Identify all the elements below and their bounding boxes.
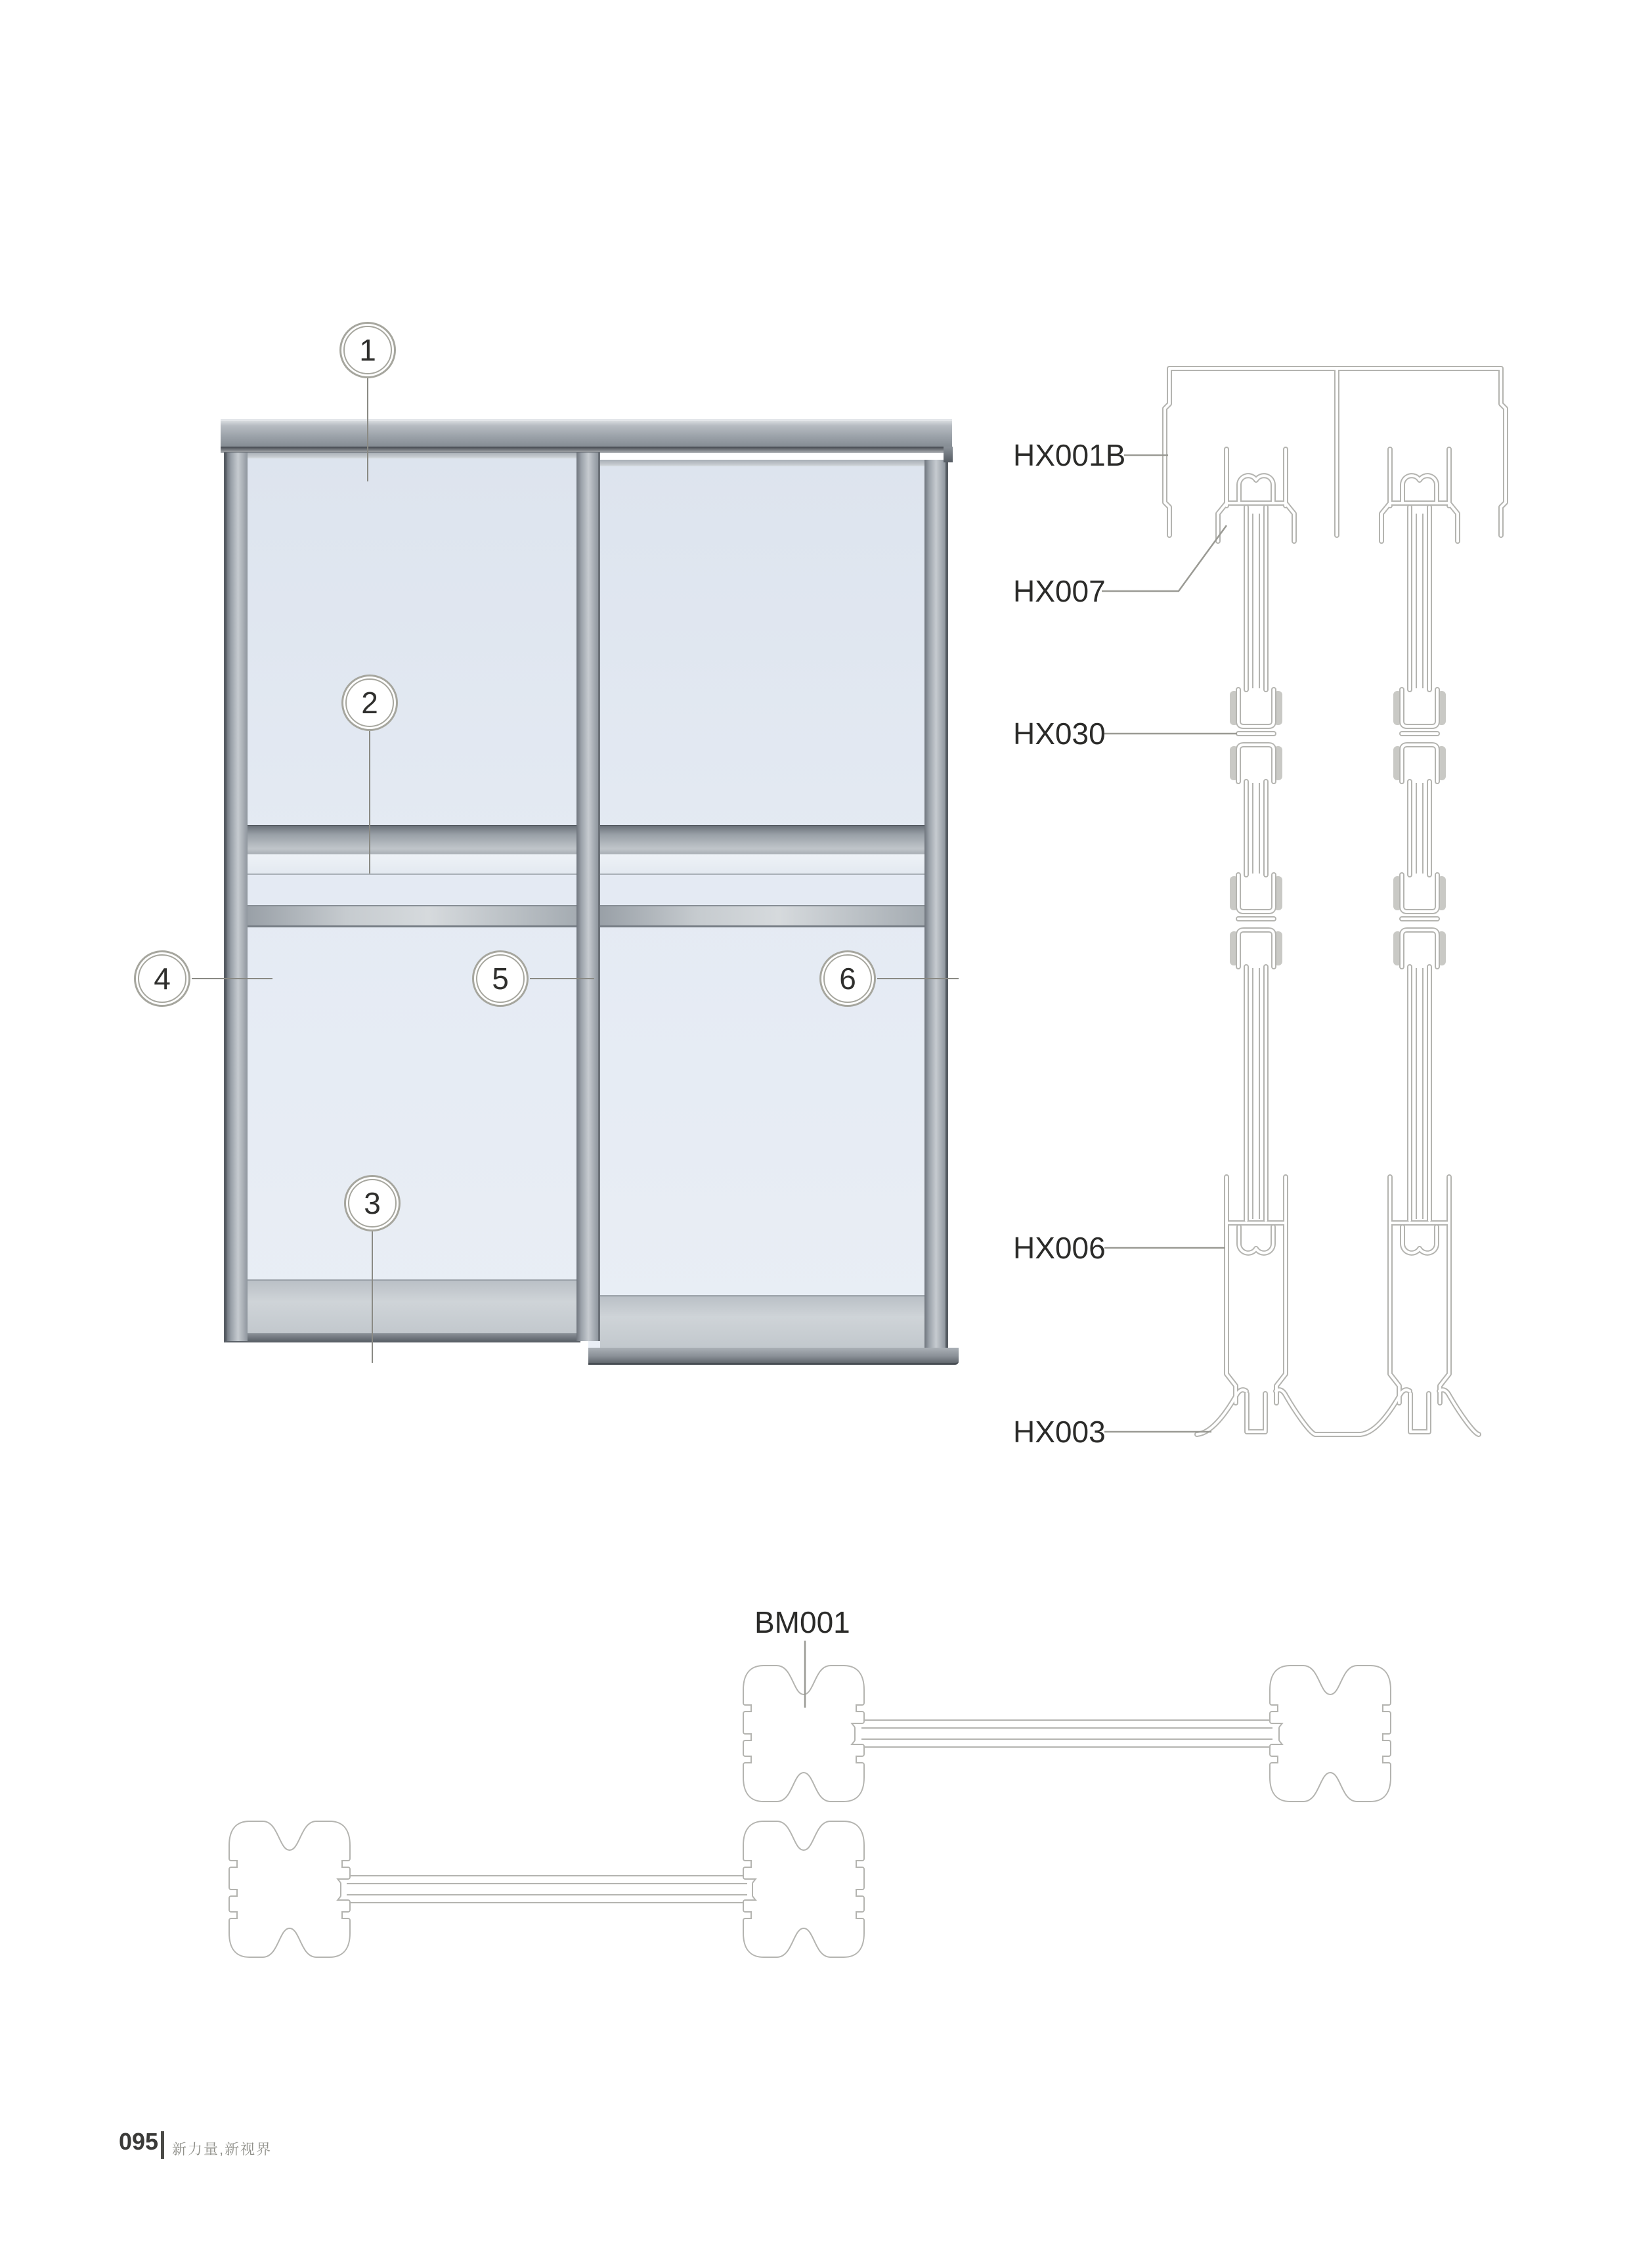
- right-door-glass: [588, 460, 948, 1348]
- label-hx003: HX003: [1013, 1415, 1106, 1449]
- plan-stile-top-right: [1272, 1668, 1389, 1800]
- callout-2-leader: [369, 731, 370, 874]
- callout-5-number: 5: [492, 962, 509, 996]
- section-label-leaders: [1102, 455, 1237, 1432]
- left-door-bottom-lip: [224, 1333, 580, 1342]
- right-door-mid-rail-upper-trim: [600, 854, 924, 875]
- page-number: 095: [119, 2128, 159, 2155]
- left-door-mid-rail-upper: [248, 825, 576, 854]
- callout-6-number: 6: [839, 962, 856, 996]
- head-track: [221, 419, 952, 447]
- callout-6: [819, 950, 876, 1007]
- plan-stile-top-left: [745, 1668, 862, 1800]
- left-door-left-stile: [224, 452, 248, 1341]
- label-bm001: BM001: [754, 1605, 850, 1639]
- section-profile-outlines: [1165, 368, 1506, 1434]
- label-hx030: HX030: [1013, 717, 1106, 751]
- callout-3: [344, 1175, 401, 1231]
- footer-divider: [161, 2131, 164, 2159]
- callout-3-number: 3: [364, 1186, 381, 1220]
- plan-stile-bottom-left: [231, 1823, 348, 1955]
- left-door-glass: [224, 452, 580, 1341]
- right-door-kick-panel: [600, 1295, 924, 1348]
- bottom-floor-track: [588, 1348, 959, 1365]
- head-track-shadow: [221, 447, 952, 453]
- footer-tagline: 新力量,新视界: [172, 2141, 272, 2158]
- callout-1-leader: [367, 378, 368, 481]
- left-door-mid-rail-upper-trim: [248, 854, 576, 875]
- callout-6-leader: [877, 978, 959, 979]
- right-door-mid-rail-silver: [600, 905, 924, 927]
- callout-5-leader: [530, 978, 594, 979]
- left-door-kick-panel: [248, 1279, 576, 1333]
- label-hx001b: HX001B: [1013, 438, 1126, 472]
- callout-1: [339, 322, 396, 378]
- left-door-mid-rail-silver: [248, 905, 576, 927]
- section-glass-lines: [1253, 514, 1423, 1219]
- callout-5: [472, 950, 529, 1007]
- center-stile: [576, 452, 600, 1341]
- right-door-mid-rail-upper: [600, 825, 924, 854]
- head-track-end-cap: [944, 447, 953, 462]
- horizontal-section-diagram: [164, 1576, 1445, 2036]
- right-door-top-cap: [588, 460, 948, 466]
- vertical-section-diagram: [985, 342, 1652, 1484]
- callout-2: [341, 675, 398, 731]
- label-hx006: HX006: [1013, 1231, 1106, 1265]
- callout-4-number: 4: [154, 962, 171, 996]
- callout-3-leader: [372, 1231, 373, 1363]
- callout-4-leader: [192, 978, 272, 979]
- callout-2-number: 2: [361, 686, 378, 720]
- label-hx007: HX007: [1013, 574, 1106, 608]
- callout-4: [134, 950, 190, 1007]
- callout-1-number: 1: [359, 333, 376, 367]
- plan-stile-bottom-right: [745, 1823, 862, 1955]
- right-door-right-stile: [924, 460, 948, 1348]
